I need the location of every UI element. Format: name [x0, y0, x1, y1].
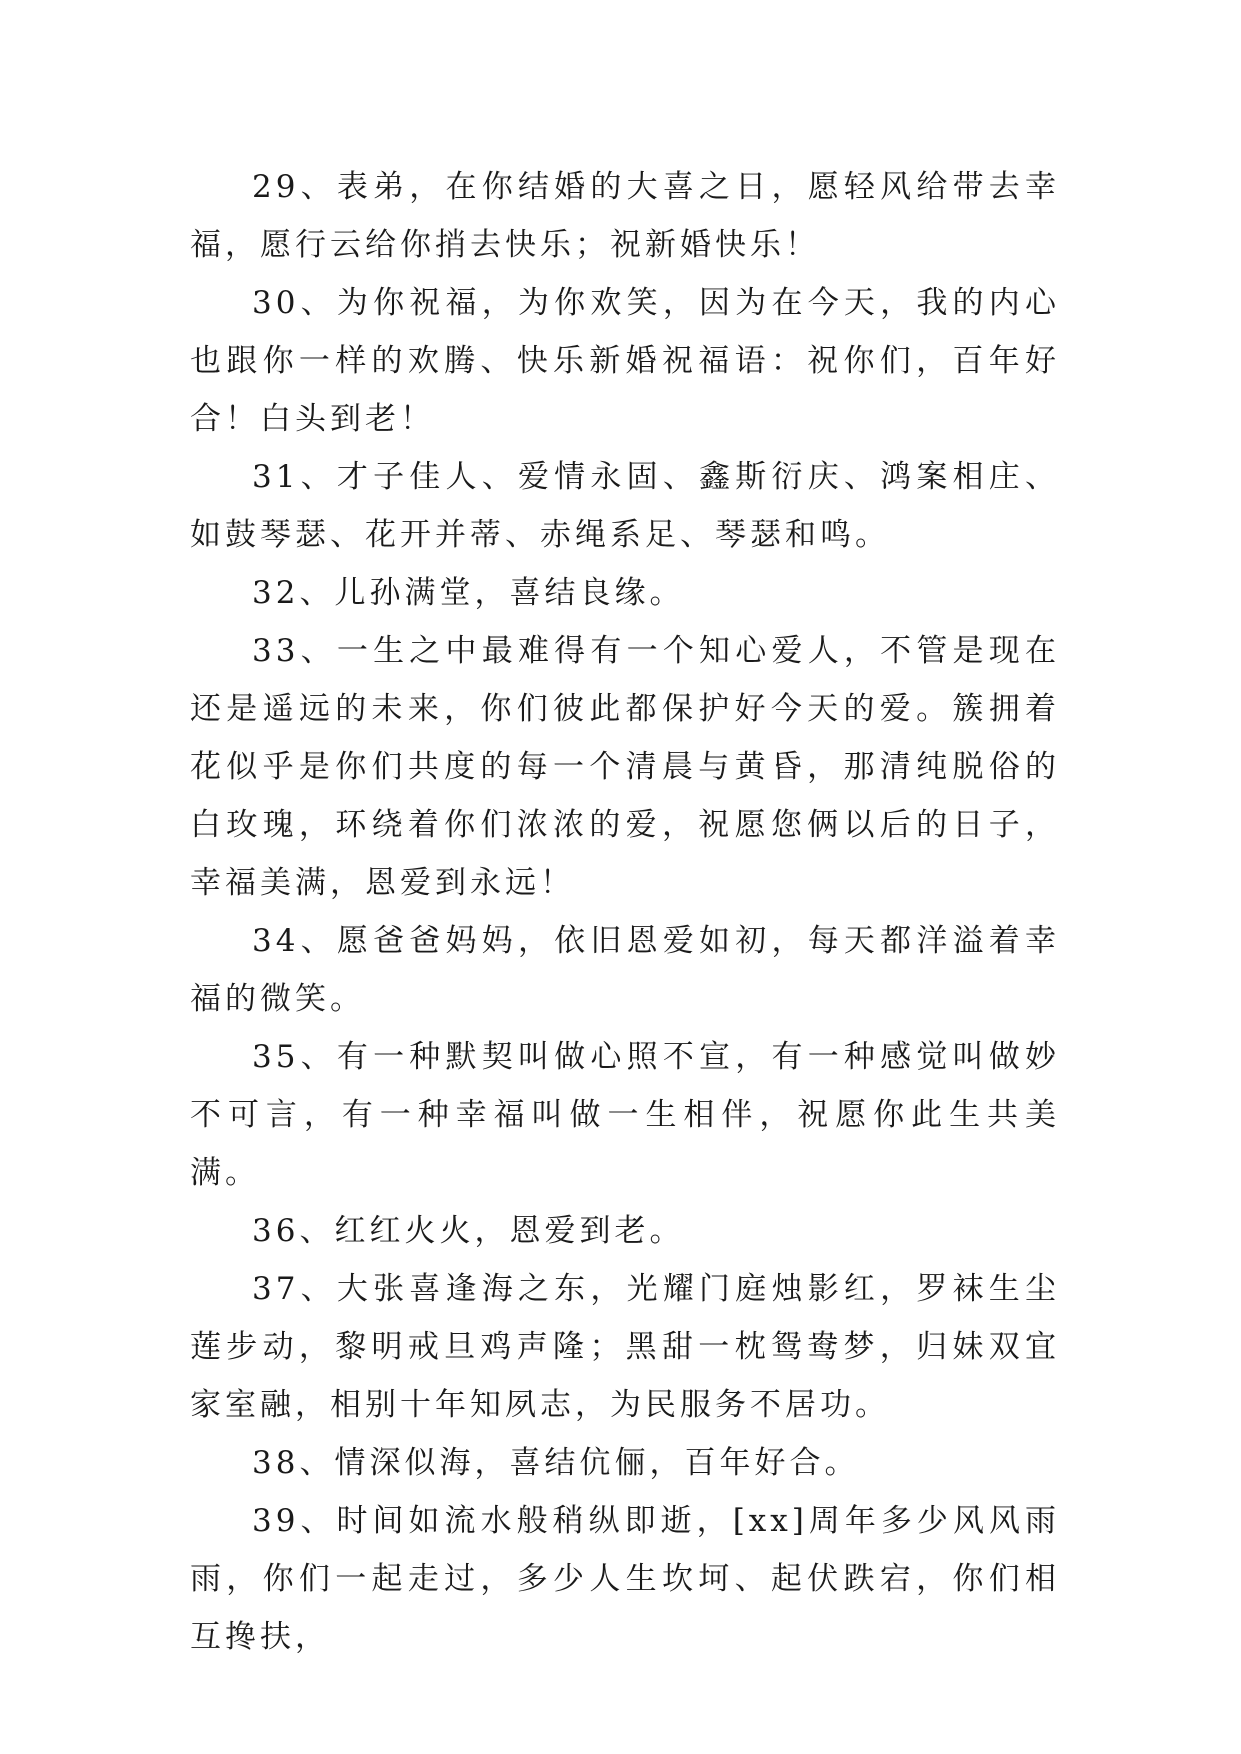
paragraph-33: 33、一生之中最难得有一个知心爱人，不管是现在还是遥远的未来，你们彼此都保护好今天的爱。簇拥着花似乎是你们共度的每一个清晨与黄昏，那清纯脱俗的白玫瑰，环绕着你们浓浓的爱，祝愿您俩以后的日子，幸福美满，恩爱到永远！	[190, 633, 1060, 901]
paragraph-39: 39、时间如流水般稍纵即逝，[xx]周年多少风风雨雨，你们一起走过，多少人生坎坷、起伏跌宕，你们相互搀扶，	[190, 1503, 1060, 1655]
paragraph-32: 32、儿孙满堂，喜结良缘。	[252, 575, 685, 611]
paragraph-37: 37、大张喜逢海之东，光耀门庭烛影红，罗袜生尘莲步动，黎明戒旦鸡声隆；黑甜一枕鸳鸯梦，归妹双宜家室融，相别十年知夙志，为民服务不居功。	[190, 1271, 1060, 1423]
paragraph-30: 30、为你祝福，为你欢笑，因为在今天，我的内心也跟你一样的欢腾、快乐新婚祝福语：祝你们，百年好合！白头到老！	[190, 285, 1060, 437]
paragraph-38: 38、情深似海，喜结伉俪，百年好合。	[252, 1445, 860, 1481]
paragraph-31: 31、才子佳人、爱情永固、鑫斯衍庆、鸿案相庄、如鼓琴瑟、花开并蒂、赤绳系足、琴瑟和鸣。	[190, 459, 1060, 553]
paragraph-36: 36、红红火火，恩爱到老。	[252, 1213, 685, 1249]
document-body	[190, 158, 1060, 1666]
paragraph-35: 35、有一种默契叫做心照不宣，有一种感觉叫做妙不可言，有一种幸福叫做一生相伴，祝愿你此生共美满。	[190, 1039, 1060, 1191]
paragraph-34: 34、愿爸爸妈妈，依旧恩爱如初，每天都洋溢着幸福的微笑。	[190, 923, 1060, 1017]
paragraph-29: 29、表弟，在你结婚的大喜之日，愿轻风给带去幸福，愿行云给你捎去快乐；祝新婚快乐！	[190, 169, 1060, 263]
